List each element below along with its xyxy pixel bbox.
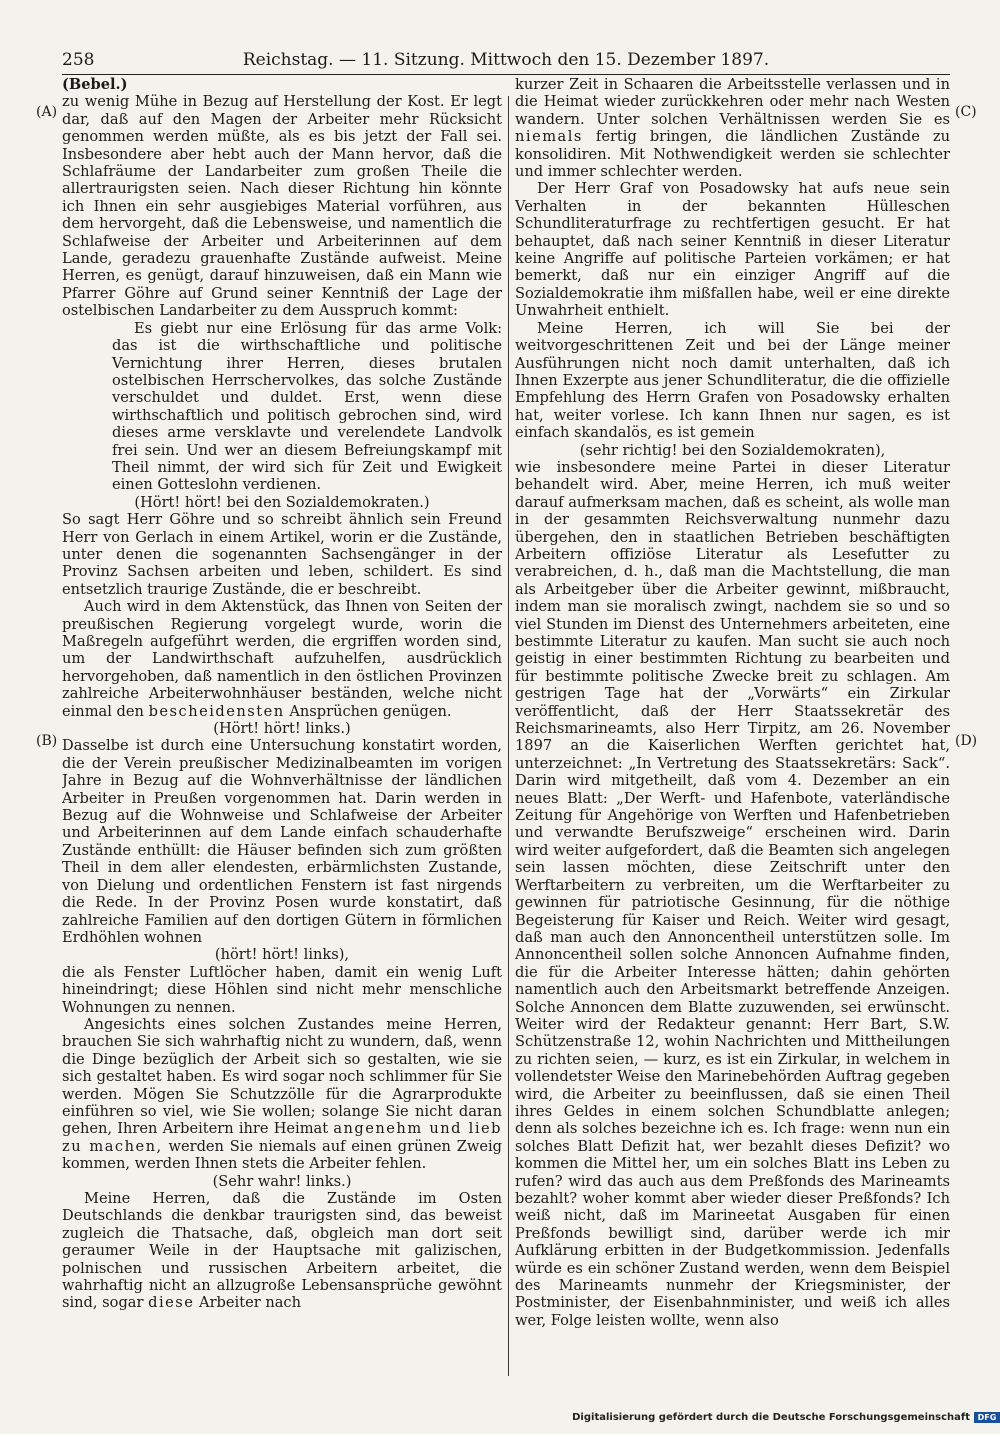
text-run: Auch wird in dem Aktenstück, das Ihnen von Seiten der preußischen Regierung vorgelegt wurde, worin die Maßregeln aufgeführt werden, die ergriffen worden sind, um der Landwirthschaft aufzuhelfen, ausdrücklich hervorgehoben, daß namentlich in den östlichen Provinzen zahlreiche Arbeiterwohnhäuser beständen, welche nicht einmal den [62,598,502,720]
text-run: kurzer Zeit in Schaaren die Arbeitsstelle verlassen und in die Heimat wieder zurückkehren oder mehr nach Westen wandern. Unter solchen Verhältnissen werden Sie es [515,76,950,128]
text-run: Meine Herren, daß die Zustände im Osten Deutschlands die denkbar traurigsten sind, das beweist zugleich die Thatsache, daß, obgleich man dort seit geraumer Weile in der Hauptsache mit galizischen, polnischen und russischen Arbeitern arbeitet, die wahrhaftig nicht an allzugroße Lebensansprüche gewöhnt sind, sogar [62,1190,502,1312]
credit-text: Digitalisierung gefördert durch die Deutsche Forschungsgemeinschaft [572,1412,970,1423]
margin-marker-b: (B) [36,733,58,749]
paragraph: Dasselbe ist durch eine Untersuchung konstatirt worden, die der Verein preußischer Medizinalbeamten im vorigen Jahre in Bezug auf die Wohnverhältnisse der ländlichen Arbeiter in Preußen vorgenommen hat. Darin werden in Bezug auf die Wohnweise und Schlafweise der Arbeiter und Arbeiterinnen auf dem Lande einfach schauderhafte Zustände enthüllt: die Häuser befinden sich zum größten Theil in dem aller elendesten, erbärmlichsten Zustande, von Dielung und ordentlichen Fenstern ist fast nirgends die Rede. In der Provinz Posen wurde konstatirt, daß zahlreiche Familien auf den dortigen Gütern in förmlichen Erdhöhlen wohnen [62,737,502,946]
emphasis-text: diese [148,1294,195,1312]
paragraph: So sagt Herr Göhre und so schreibt ähnlich sein Freund Herr von Gerlach in einem Artikel, worin er die Zustände, unter denen die sogenannten Sachsengänger in der Provinz Sachsen arbeiten und leben, schildert. Es sind entsetzlich traurige Zustände, die er beschreibt. [62,511,502,598]
paragraph: Der Herr Graf von Posadowsky hat aufs neue sein Verhalten in der bekannten Hülleschen Schundliteraturfrage zu rechtfertigen gesucht. Er hat behauptet, daß nach seiner Kenntniß in dieser Literatur keine Angriffe auf politische Parteien vorkämen; er hat bemerkt, daß nur ein einziger Angriff auf die Sozialdemokratie ihm mißfallen habe, weil er eine direkte Unwahrheit enthielt. [515,180,950,320]
emphasis-text: niemals [515,128,583,146]
paragraph: zu wenig Mühe in Bezug auf Herstellung der Kost. Er legt dar, daß auf den Magen der Arbeiter mehr Rücksicht genommen werden müßte, als es bis jetzt der Fall sei. Insbesondere aber hebt auch der Mann hervor, daß die Schlafräume der Landarbeiter zum großen Theile die allertraurigsten seien. Nach dieser Richtung hin könnte ich Ihnen ein sehr ausgiebiges Material vorführen, aus dem hervorgeht, daß die Lebensweise, und namentlich die Schlafweise der Arbeiter und Arbeiterinnen auf dem Lande, geradezu grauenhafte Zustände aufweist. Meine Herren, es genügt, darauf hinzuweisen, daß ein Mann wie Pfarrer Göhre auf Grund seiner Kenntniß der Lage der ostelbischen Landarbeiter zu dem Ausspruch kommt: [62,93,502,320]
right-column [515,76,950,1376]
page-number: 258 [62,50,95,70]
text-run: werden Sie niemals auf einen grünen Zweig kommen, werden Ihnen stets die Arbeiter fehlen. [62,1137,502,1173]
paragraph [62,598,502,720]
paragraph: Meine Herren, ich will Sie bei der weitvorgeschrittenen Zeit und bei der Länge meiner Ausführungen nicht noch damit unterhalten, daß ich Ihnen Exzerpte aus jener Schundliteratur, die die offizielle Empfehlung des Herrn Grafen von Posadowsky erhalten hat, weiter vorlese. Ich kann Ihnen nur sagen, es ist einfach skandalös, es ist gemein [515,319,950,442]
text-run: fertig bringen, die ländlichen Zustände zu konsolidiren. Mit Nothwendigkeit werden sie schlechter und immer schlechter werden. [515,128,950,181]
interjection: (Sehr wahr! links.) [212,1172,352,1190]
speaker-name: (Bebel.) [62,76,128,93]
text-run: Arbeiter nach [199,1294,301,1312]
block-quote: Es giebt nur eine Erlösung für das arme Volk: das ist die wirthschaftliche und politische Vernichtung ihrer Herren, dieses brutalen ostelbischen Herrschervolkes, das solche Zustände verschuldet und duldet. Erst, wenn diese wirthschaftlich und politisch gebrochen sind, wird dieses arme versklavte und verelendete Landvolk frei sein. Und wer an diesem Befreiungskampf mit Theil nimmt, der wird sich für Zeit und Ewigkeit einen Gotteslohn verdienen. [112,319,502,494]
margin-marker-a: (A) [36,104,58,120]
margin-marker-d: (D) [955,733,978,749]
interjection: (Hört! hört! links.) [213,720,351,738]
text-run: Angesichts eines solchen Zustandes meine Herren, brauchen Sie sich wahrhaftig nicht zu wundern, daß, wenn die Dinge bezüglich der Arbeit sich so gestalten, wie sie sich gestaltet haben. Es wird sogar noch schlimmer für Sie werden. Mögen Sie Schutzzölle für die Agrarprodukte einführen so viel, wie Sie wollen; solange Sie nicht daran gehen, Ihren Arbeitern ihre Heimat [62,1015,502,1138]
left-column [62,76,502,1376]
emphasis-text: bescheidensten [148,702,285,720]
paragraph [62,1190,502,1312]
paragraph [515,76,950,180]
paragraph: wie insbesondere meine Partei in dieser Literatur behandelt wird. Aber, meine Herren, ich muß weiter darauf aufmerksam machen, daß es scheint, als wolle man in der gesammten Reichsverwaltung nunmehr dazu übergehen, den in staatlichen Betrieben beschäftigten Arbeitern offiziöse Literatur als Lesefutter zu verabreichen, d. h., daß man die Machtstellung, die man als Arbeitgeber über die Arbeiter gewinnt, mißbraucht, indem man sie moralisch zwingt, nachdem sie so und so viel Stunden im Dienst des Unternehmers arbeiteten, eine bestimmte Literatur zu kaufen. Man sucht sie auch noch geistig in einer bestimmten Richtung zu bearbeiten und für bestimmte politische Zwecke breit zu schlagen. Am gestrigen Tage hat der „Vorwärts“ ein Zirkular veröffentlicht, daß der Herr Staatssekretär des Reichsmarineamts, also Herr Tirpitz, am 26. November 1897 an die Kaiserlichen Werften gerichtet hat, unterzeichnet: „In Vertretung des Staatssekretärs: Sack“. Darin wird mitgetheilt, daß vom 4. Dezember an ein neues Blatt: „Der Werft- und Hafenbote, vaterländische Zeitung für Angehörige von Werften und Hafenbetrieben und verwandte Berufszweige“ erscheinen wird. Darin wird weiter aufgefordert, daß die Beamten sich angelegen sein lassen möchten, diese Zeitschrift unter den Werftarbeitern zu verbreiten, um die Werftarbeiter zu gewinnen für patriotische Gesinnung, für die nöthige Begeisterung für Kaiser und Reich. Weiter wird gesagt, daß man auch den Annoncentheil unterstützen solle. Im Annoncentheil sollen solche Annoncen Aufnahme finden, die für die Arbeiter Interesse hätten; dahin gehörten namentlich auch den Arbeitsmarkt betreffende Anzeigen. Solche Annoncen dem Blatte zuzuwenden, sei erwünscht. Weiter wird der Redakteur genannt: Herr Bart, S.W. Schützenstraße 12, wohin Nachrichten und Mittheilungen zu richten seien, — kurz, es ist ein Zirkular, in welchem in vollendetster Weise den Marinebehörden Auftrag gegeben wird, die Arbeiter zu beeinflussen, daß sie einen Theil ihres Geldes in einem solchen Schundblatte anlegen; denn als solches bezeichne ich es. Ich frage: wenn nun ein solches Blatt Defizit hat, wer bezahlt dieses Defizit? wo kommen die Mittel her, um ein solches Blatt ins Leben zu rufen? wird das auch aus dem Preßfonds des Marineamts bezahlt? woher kommt aber wieder dieser Preßfonds? Ich weiß nicht, daß im Marineetat Ausgaben für einen Preßfonds bewilligt sind, darüber werde ich mir Aufklärung erbitten in der Budgetkommission. Jedenfalls würde es ein schöner Zustand werden, wenn dem Beispiel des Marineamts nunmehr der Kriegsminister, der Postminister, der Eisenbahnminister, und weiß ich alles wer, Folge leisten wollte, wenn also [515,458,950,1329]
digitization-credit [572,1412,1000,1423]
paragraph: die als Fenster Luftlöcher haben, damit ein wenig Luft hineindringt; diese Höhlen sind nicht mehr menschliche Wohnungen zu nennen. [62,963,502,1016]
paragraph [62,1016,502,1173]
dfg-logo: DFG [974,1412,1000,1423]
interjection: (hört! hört! links), [214,946,350,964]
margin-marker-c: (C) [955,104,977,120]
interjection: (sehr richtig! bei den Sozialdemokraten), [579,441,886,459]
running-header [62,50,950,75]
column-divider [508,96,509,1376]
emphasis-text: angenehm und lieb zu machen, [62,1120,502,1155]
running-title: Reichstag. — 11. Sitzung. Mittwoch den 15. Dezember 1897. [242,50,770,70]
interjection: (Hört! hört! bei den Sozialdemokraten.) [134,493,430,511]
text-run: Ansprüchen genügen. [289,702,452,720]
